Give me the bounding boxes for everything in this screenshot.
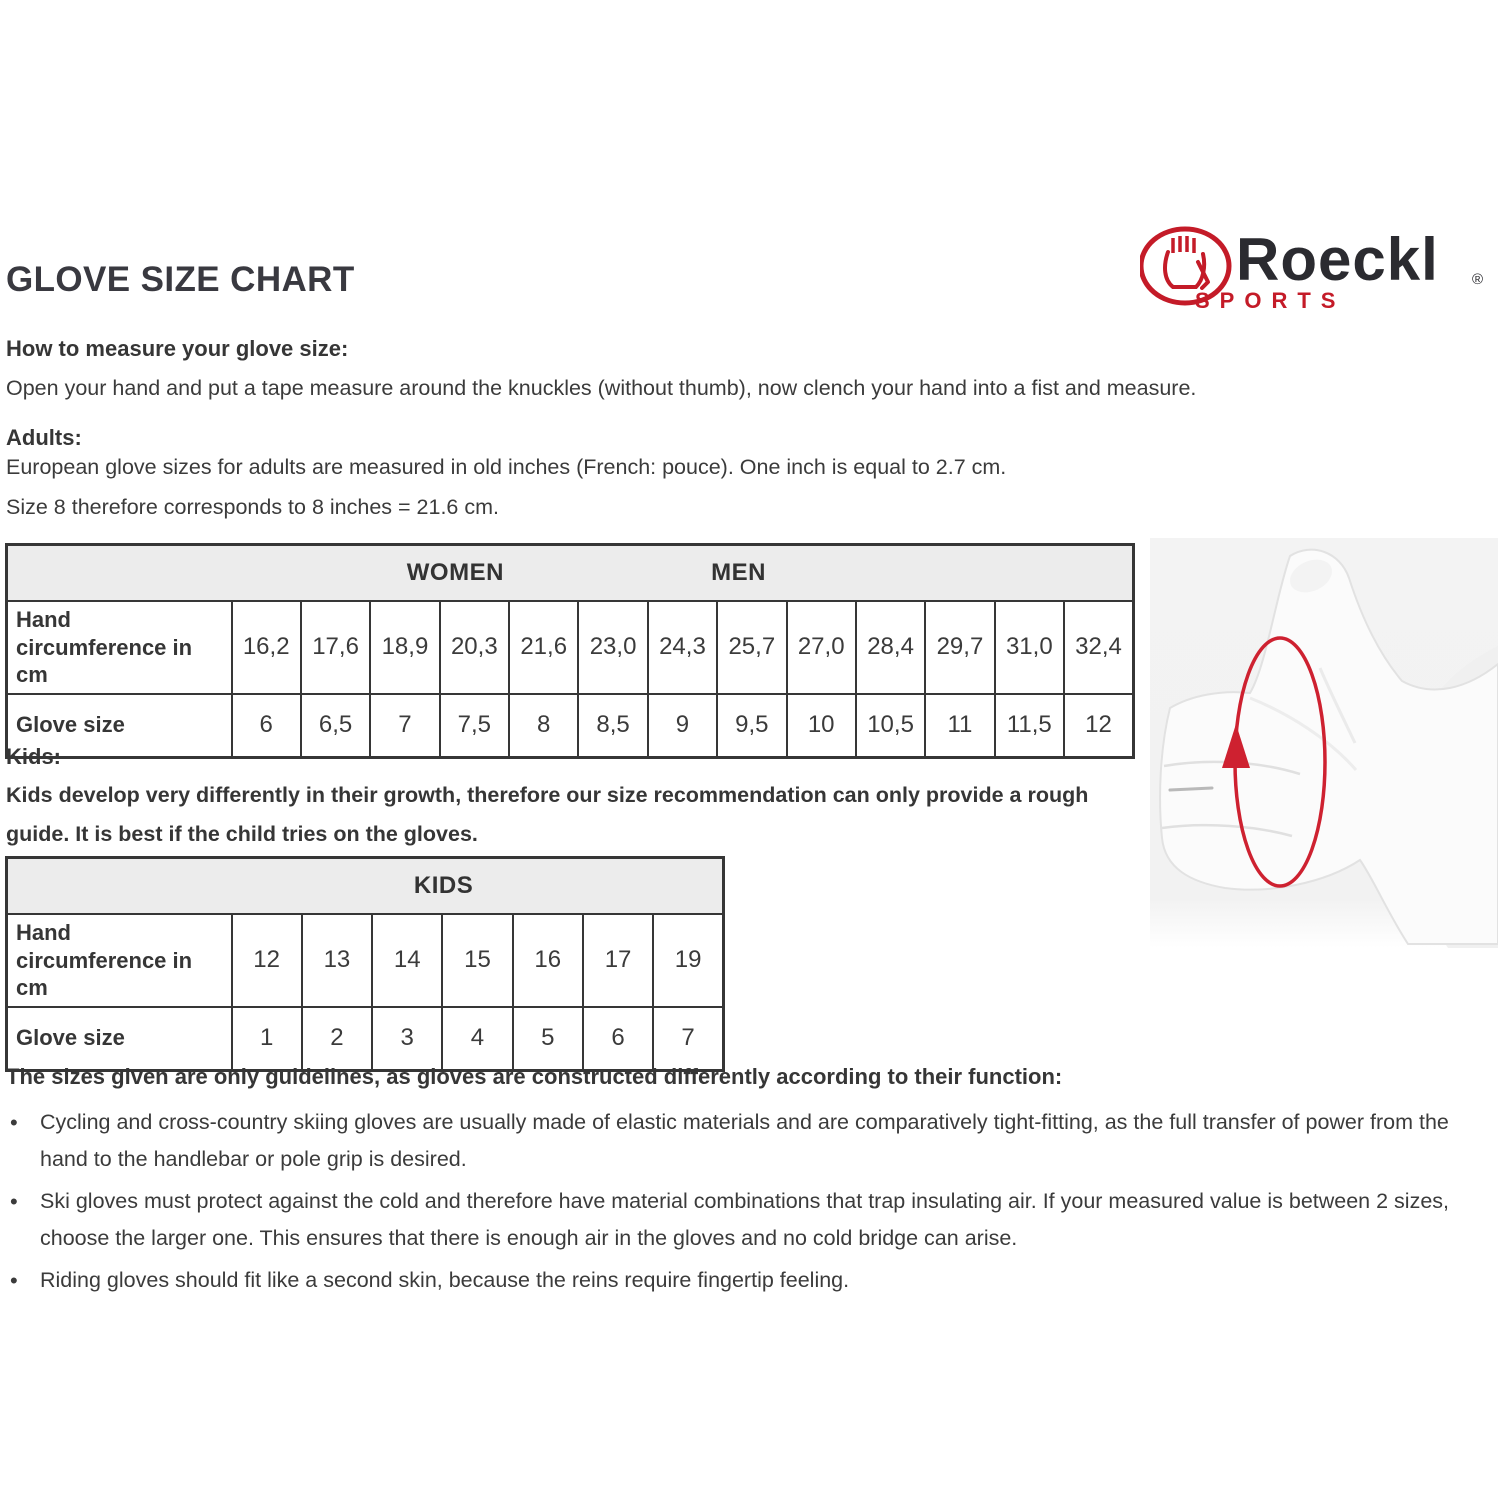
page-title: GLOVE SIZE CHART	[6, 260, 355, 299]
table-cell: 24,3	[648, 601, 717, 694]
logo-graphic	[1140, 222, 1492, 320]
kids-glove-size-row	[7, 1007, 724, 1071]
table-cell: 7,5	[440, 694, 509, 758]
bullet-icon: •	[10, 1110, 18, 1135]
table-cell: 27,0	[787, 601, 856, 694]
glove-size-row-label: Glove size	[7, 694, 232, 758]
how-to-measure-text: Open your hand and put a tape measure around the knuckles (without thumb), now clench your hand into a fist and measure.	[6, 376, 1197, 400]
kids-circumference-row	[7, 914, 724, 1007]
table-cell: 8,5	[578, 694, 647, 758]
brand-subtitle: SPORTS	[1195, 288, 1346, 313]
kids-text: Kids develop very differently in their growth, therefore our size recommendation can only provide a rough guide. It is best if the child tries on the gloves.	[6, 783, 1089, 846]
adults-table-group-row	[7, 545, 1134, 602]
list-item-text: Riding gloves should fit like a second skin, because the reins require fingertip feeling.	[40, 1268, 850, 1292]
roeckl-sports-logo	[1140, 222, 1492, 320]
table-cell: 5	[513, 1007, 583, 1071]
adults-circumference-row	[7, 601, 1134, 694]
table-cell: 16,2	[232, 601, 301, 694]
adults-text-line2: Size 8 therefore corresponds to 8 inches = 21.6 cm.	[6, 495, 499, 519]
table-cell: 10,5	[856, 694, 925, 758]
brand-wordmark: Roeckl	[1236, 226, 1439, 293]
table-cell: 1	[232, 1007, 302, 1071]
table-cell: 28,4	[856, 601, 925, 694]
table-cell: 16	[513, 914, 583, 1007]
table-cell: 3	[372, 1007, 442, 1071]
table-cell: 7	[370, 694, 439, 758]
adults-table-group-header	[7, 545, 1134, 602]
table-cell: 14	[372, 914, 442, 1007]
adults-glove-size-row	[7, 694, 1134, 758]
bullet-icon: •	[10, 1189, 18, 1214]
guidelines-list	[6, 1104, 1484, 1304]
table-cell: 17	[583, 914, 653, 1007]
table-cell: 19	[653, 914, 723, 1007]
table-cell: 15	[442, 914, 512, 1007]
kids-table-group-header	[7, 858, 724, 915]
table-cell: 25,7	[717, 601, 786, 694]
men-group-label: MEN	[711, 559, 767, 586]
table-cell: 32,4	[1064, 601, 1134, 694]
list-item	[6, 1104, 1484, 1178]
kids-table-group-row	[7, 858, 724, 915]
registered-mark: ®	[1472, 271, 1484, 288]
table-cell: 6,5	[301, 694, 370, 758]
table-cell: 4	[442, 1007, 512, 1071]
table-cell: 9,5	[717, 694, 786, 758]
table-cell: 23,0	[578, 601, 647, 694]
table-cell: 29,7	[925, 601, 994, 694]
how-to-measure-heading: How to measure your glove size:	[6, 336, 349, 361]
guidelines-heading: The sizes given are only guidelines, as gloves are constructed differently according to their function:	[6, 1064, 1063, 1089]
table-cell: 12	[1064, 694, 1134, 758]
adults-heading: Adults:	[6, 425, 82, 450]
table-cell: 12	[232, 914, 302, 1007]
table-cell: 20,3	[440, 601, 509, 694]
table-cell: 13	[302, 914, 372, 1007]
table-cell: 11,5	[995, 694, 1064, 758]
circumference-row-label: Hand circumference in cm	[7, 914, 232, 1007]
table-cell: 8	[509, 694, 578, 758]
table-cell: 7	[653, 1007, 723, 1071]
table-cell: 6	[232, 694, 301, 758]
list-item	[6, 1183, 1484, 1257]
kids-group-label: KIDS	[413, 872, 474, 899]
table-cell: 9	[648, 694, 717, 758]
glove-size-row-label: Glove size	[7, 1007, 232, 1071]
women-group-label: WOMEN	[406, 559, 504, 586]
table-cell: 21,6	[509, 601, 578, 694]
table-cell: 6	[583, 1007, 653, 1071]
bullet-icon: •	[10, 1268, 18, 1293]
circumference-row-label: Hand circumference in cm	[7, 601, 232, 694]
adults-size-table	[5, 543, 1135, 759]
kids-heading: Kids:	[6, 744, 61, 769]
adults-text-line1: European glove sizes for adults are measured in old inches (French: pouce). One inch is equal to 2.7 cm.	[6, 455, 1007, 479]
hand-measure-photo	[1150, 538, 1498, 948]
list-item-text: Ski gloves must protect against the cold and therefore have material combinations that trap insulating air. If your measured value is between 2 sizes, choose the larger one. This ensures that there is enough air in the gloves and no cold bridge can arise.	[40, 1189, 1450, 1250]
hand-measure-graphic	[1150, 538, 1498, 948]
table-cell: 17,6	[301, 601, 370, 694]
table-cell: 10	[787, 694, 856, 758]
list-item	[6, 1262, 1484, 1299]
list-item-text: Cycling and cross-country skiing gloves are usually made of elastic materials and are comparatively tight-fitting, as the full transfer of power from the hand to the handlebar or pole grip is desired.	[40, 1110, 1449, 1171]
table-cell: 11	[925, 694, 994, 758]
table-cell: 18,9	[370, 601, 439, 694]
kids-size-table	[5, 856, 725, 1072]
table-cell: 2	[302, 1007, 372, 1071]
table-cell: 31,0	[995, 601, 1064, 694]
